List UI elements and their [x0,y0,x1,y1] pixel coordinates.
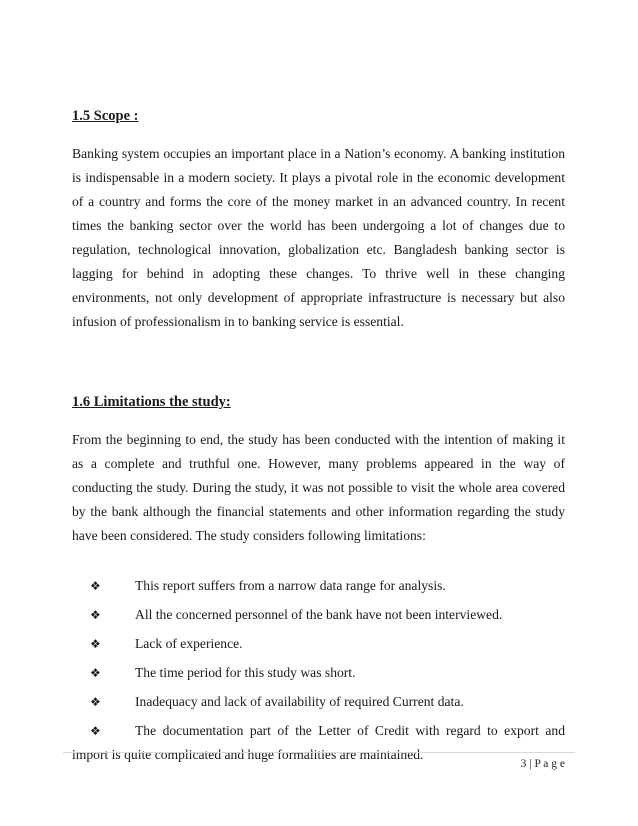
diamond-bullet-icon: ❖ [90,724,101,738]
bullet-text: This report suffers from a narrow data range for analysis. [135,578,446,593]
bullet-text: All the concerned personnel of the bank have not been interviewed. [135,607,503,622]
bullet-item [72,719,565,767]
footer-divider [63,752,575,753]
bullet-text: The time period for this study was short. [135,665,356,680]
bullet-text: Lack of experience. [135,636,243,651]
diamond-bullet-icon: ❖ [90,666,101,680]
section-heading-scope: 1.5 Scope : [72,108,139,124]
diamond-bullet-icon: ❖ [90,637,101,651]
limitations-bullet-list [72,574,565,767]
bullet-item [72,690,565,714]
section-heading-limitations: 1.6 Limitations the study: [72,394,231,410]
diamond-bullet-icon: ❖ [90,608,101,622]
bullet-item [72,574,565,598]
bullet-item [72,661,565,685]
bullet-item [72,632,565,656]
bullet-text: Inadequacy and lack of availability of required Current data. [135,694,464,709]
paragraph-scope: Banking system occupies an important place in a Nation’s economy. A banking institution is indispensable in a modern society. It plays a pivotal role in the economic development of a country and forms the core of the money market in an advanced country. In recent times the banking sector over the world has been undergoing a lot of changes due to regulation, technological innovation, globalization etc. Bangladesh banking sector is lagging for behind in adopting these changes. To thrive well in these changing environments, not only development of appropriate infrastructure is necessary but also infusion of professionalism in to banking service is essential. [72,146,565,329]
diamond-bullet-icon: ❖ [90,695,101,709]
bullet-item [72,603,565,627]
paragraph-limitations: From the beginning to end, the study has been conducted with the intention of making it as a complete and truthful one. However, many problems appeared in the way of conducting the study. During the study, it was not possible to visit the whole area covered by the bank although the financial statements and other information regarding the study have been considered. The study considers following limitations: [72,432,565,543]
diamond-bullet-icon: ❖ [90,579,101,593]
page-number: 3 | P a g e [520,758,565,770]
bullet-text: The documentation part of the Letter of Credit with regard to export and import is quite complicated and huge formalities are maintained. [72,723,565,762]
